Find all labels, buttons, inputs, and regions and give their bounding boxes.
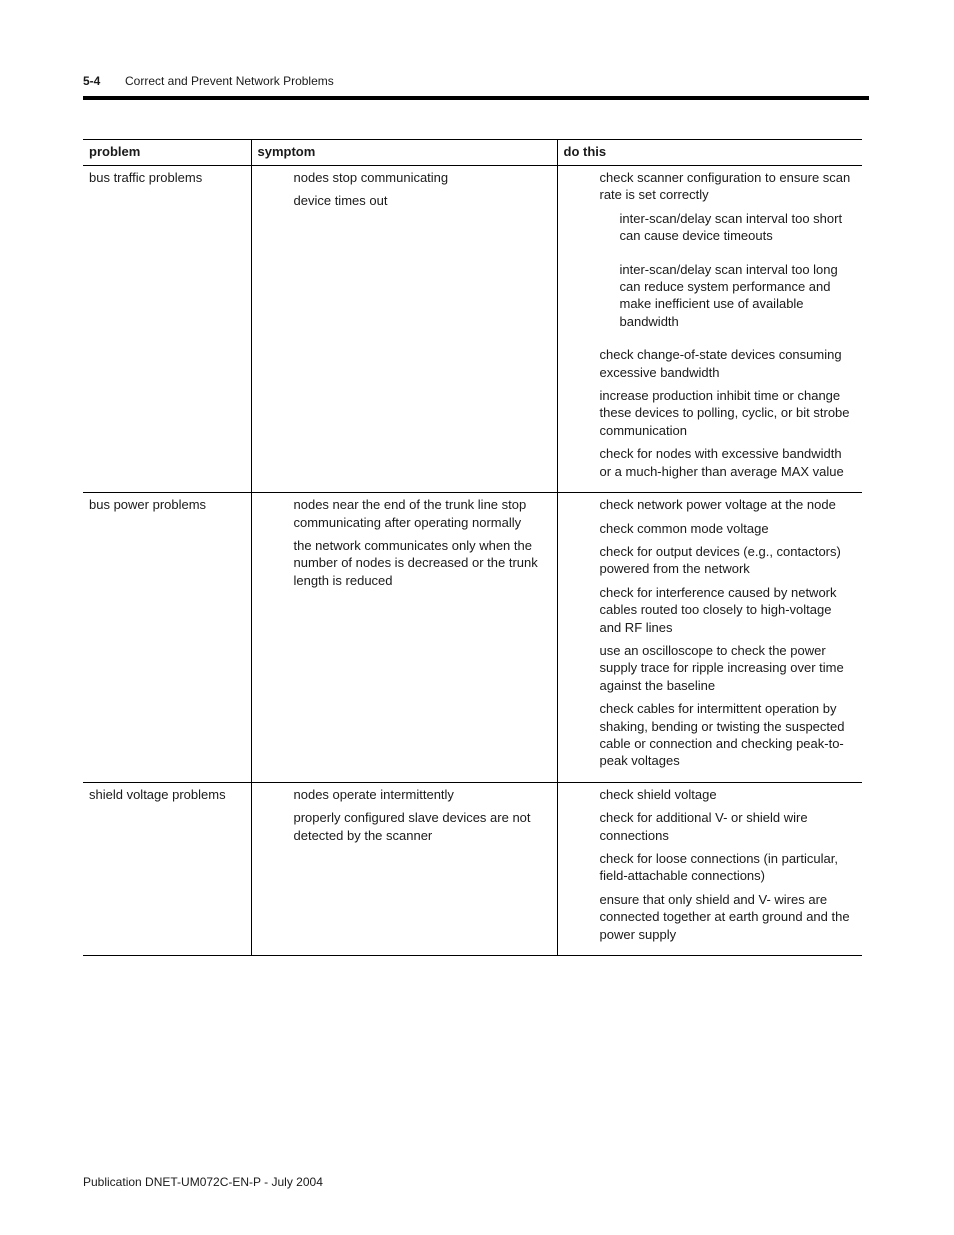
action-item: check for output devices (e.g., contactors) powered from the network [599,543,841,577]
action-item: check network power voltage at the node [599,497,836,513]
action-item: check for additional V- or shield wire connections [599,810,808,843]
action-sub-item: inter-scan/delay scan interval too long can reduce system performance and make inefficient use of available bandwidth [619,261,838,329]
column-header-symptom: symptom [251,140,557,166]
action-cell [557,166,862,493]
column-header-problem: problem [83,140,251,166]
action-item: ensure that only shield and V- wires are connected together at earth ground and the power supply [599,891,850,942]
action-item: check cables for intermittent operation by shaking, bending or twisting the suspected cable or connection and checking peak-to-peak voltages [599,701,845,769]
symptom-cell [251,493,557,783]
section-title: Correct and Prevent Network Problems [125,74,334,88]
problem-cell: bus traffic problems [83,166,251,493]
problem-cell: shield voltage problems [83,782,251,955]
symptom-item: nodes operate intermittently [293,786,454,802]
symptom-cell [251,166,557,493]
action-item: increase production inhibit time or change these devices to polling, cyclic, or bit strobe communication [599,388,850,438]
action-item: check for interference caused by network cables routed too closely to high-voltage and RF lines [599,584,837,635]
action-item: check change-of-state devices consuming excessive bandwidth [599,347,842,380]
table-row [83,782,862,955]
publication-footer: Publication DNET-UM072C-EN-P - July 2004 [83,1175,323,1189]
action-sub-list [620,210,857,330]
column-header-do-this: do this [557,140,862,166]
action-cell [557,493,862,783]
symptom-item: nodes near the end of the trunk line stop communicating after operating normally [293,497,527,530]
action-sub-item: inter-scan/delay scan interval too short can cause device timeouts [619,210,843,244]
symptom-item: nodes stop communicating [293,170,449,185]
action-item: check scanner configuration to ensure scan rate is set correctly [599,170,851,203]
page-number: 5-4 [83,74,101,88]
header-rule [83,96,869,100]
table-row [83,166,862,493]
problem-cell: bus power problems [83,493,251,783]
running-header [83,73,869,89]
troubleshooting-table [83,139,862,956]
table-row [83,493,862,783]
action-item: check common mode voltage [599,520,769,536]
symptom-item: the network communicates only when the number of nodes is decreased or the trunk length is reduced [293,537,538,588]
symptom-cell [251,782,557,955]
table-header-row [83,140,862,166]
symptom-item: device times out [293,193,388,209]
symptom-item: properly configured slave devices are not detected by the scanner [293,810,531,843]
action-item: check shield voltage [599,786,717,802]
action-item: check for loose connections (in particular, field-attachable connections) [599,851,838,884]
action-item: check for nodes with excessive bandwidth or a much-higher than average MAX value [599,446,844,479]
action-cell [557,782,862,955]
action-item: use an oscilloscope to check the power supply trace for ripple increasing over time against the baseline [599,642,844,693]
